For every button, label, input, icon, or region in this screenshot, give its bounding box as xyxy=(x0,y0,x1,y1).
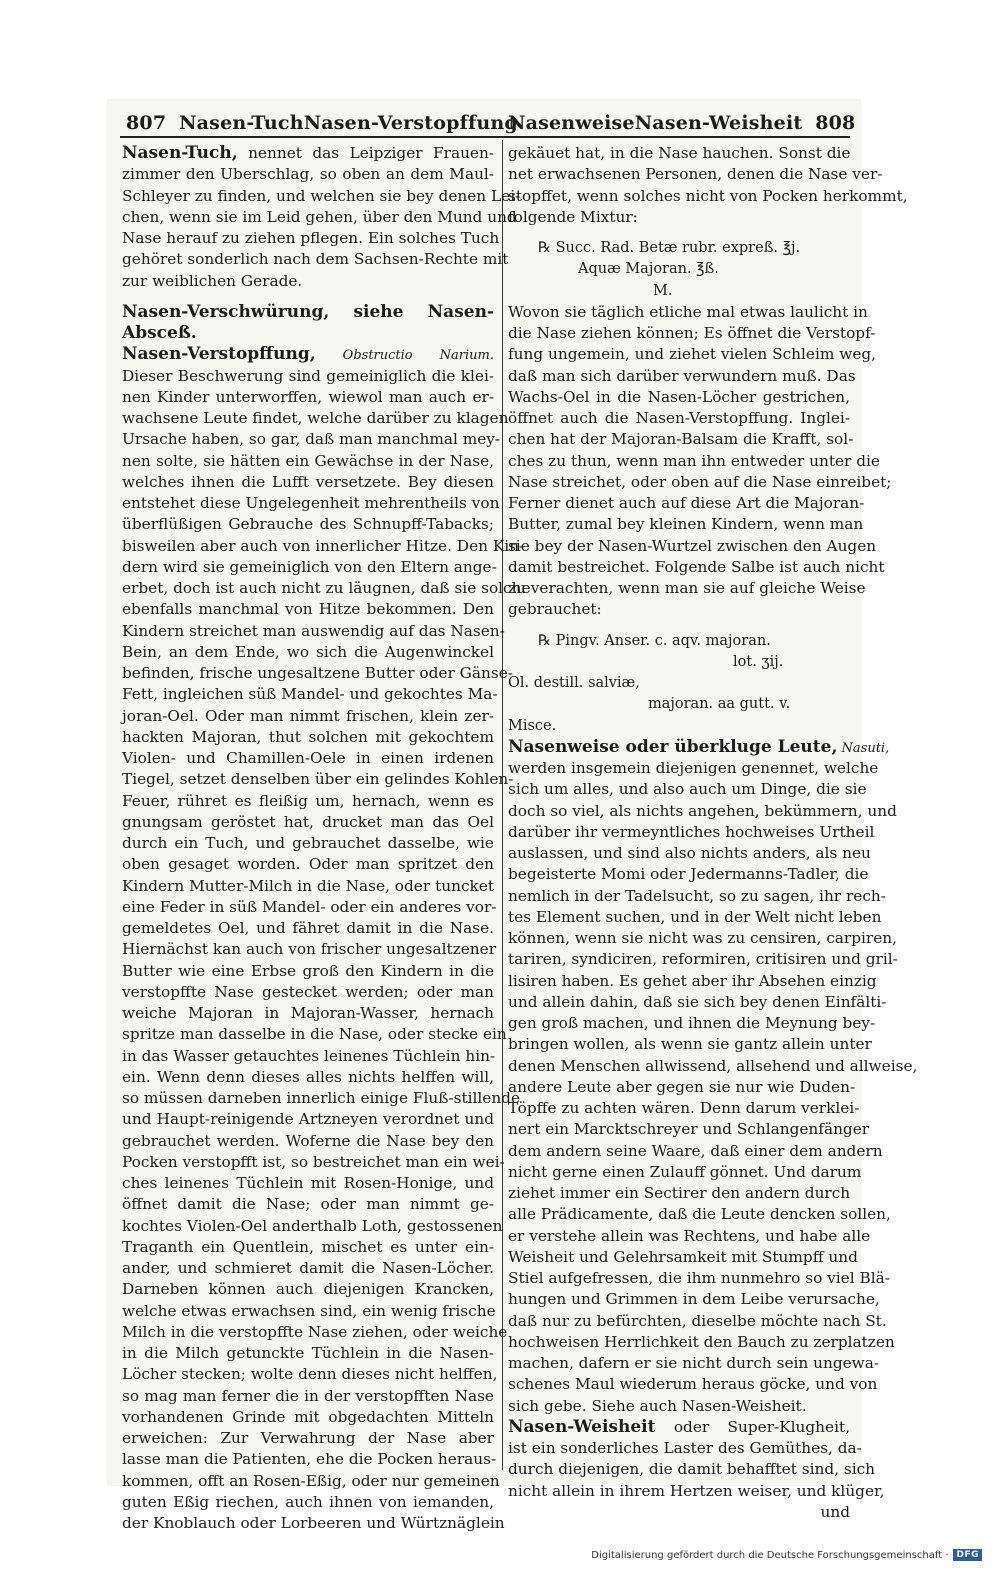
text-line: gekäuet hat, in die Nase hauchen. Sonst die xyxy=(508,144,851,162)
text-line: denen Menschen allwissend, allsehend und allweise, xyxy=(508,1056,918,1075)
text-line: ist ein sonderliches Laster des Gemüthes, da- xyxy=(508,1439,862,1457)
text-line: Hiernächst kan auch von frischer ungesaltzener xyxy=(122,940,497,959)
text-line: nen solte, sie hätten ein Gewächse in der Nase, xyxy=(122,451,494,470)
text-line: bringen wollen, als wenn sie gantz allein unter xyxy=(508,1035,872,1054)
text-line: darüber ihr vermeyntliches hochweises Urtheil xyxy=(508,822,875,841)
text-line: nicht allein in ihrem Hertzen weiser, und klüger, xyxy=(508,1481,885,1500)
text-line: und Haupt-reinigende Artzneyen verordnet und xyxy=(122,1110,494,1129)
paragraph-spacer xyxy=(122,292,494,302)
text-line: durch ein Tuch, und gebrauchet dasselbe, wie xyxy=(122,834,494,852)
dfg-logo: DFG xyxy=(953,1549,982,1561)
text-line: hochweisen Herrlichkeit den Bauch zu zerplatzen xyxy=(508,1332,895,1351)
text-line: daß man sich darüber verwundern muß. Das xyxy=(508,366,856,385)
text-line: oben gesaget worden. Oder man spritzet den xyxy=(122,855,494,874)
text-line: dem andern seine Waare, daß einer dem andern xyxy=(508,1141,883,1160)
text-line: damit bestreichet. Folgende Salbe ist auch nicht xyxy=(508,557,885,576)
header-term-left-1: Nasen-Tuch xyxy=(179,112,304,134)
text-line: schenes Maul wiederum heraus göcke, und von xyxy=(508,1375,878,1394)
headword: Nasen-Verstopffung, xyxy=(122,344,316,365)
text-line: sie bey der Nasen-Wurtzel zwischen den Augen xyxy=(508,536,877,555)
header-term-right-1: Nasenweise xyxy=(508,112,635,134)
running-header-right xyxy=(508,112,856,134)
text-line: befinden, frische ungesaltzene Butter oder Gänse- xyxy=(122,664,513,682)
header-term-left-2: Nasen-Verstopffung xyxy=(303,112,518,134)
text-line: net erwachsenen Personen, denen die Nase ver- xyxy=(508,165,883,184)
text-line: daß nur zu befürchten, dieselbe möchte nach St. xyxy=(508,1311,887,1330)
text-line: Dieser Beschwerung sind gemeiniglich die klei- xyxy=(122,366,494,385)
text-line: die Nase ziehen können; Es öffnet die Verstopf- xyxy=(508,324,876,342)
text-line: andere Leute aber gegen sie nur wie Duden- xyxy=(508,1077,856,1096)
text-line: erweichen: Zur Verwahrung der Nase aber xyxy=(122,1429,494,1447)
text-line: Ferner dienet auch auf diese Art die Majoran- xyxy=(508,494,865,512)
entry-headword-line: Nasen-Tuch, nennet das Leipziger Frauen- xyxy=(122,143,494,163)
header-rule xyxy=(120,136,850,138)
text-line: in das Wasser getauchtes leinenes Tüchlein hin- xyxy=(122,1046,496,1065)
text-line: auslassen, und sind also nichts anders, als neu xyxy=(508,844,871,862)
text-line: Darneben können auch diejenigen Krancken, xyxy=(122,1280,494,1299)
text-line: dern wird sie gemeiniglich von den Eltern ange- xyxy=(122,557,497,576)
text-line: folgende Mixtur: xyxy=(508,207,638,226)
footer-credit xyxy=(591,1549,982,1561)
recipe-line: ℞ Pingv. Anser. c. aqv. majoran. xyxy=(538,632,771,649)
text-line: Milch in die verstopffte Nase ziehen, oder weiche xyxy=(122,1322,508,1341)
entry-headword-line xyxy=(508,736,890,758)
header-term-right-2: Nasen-Weisheit xyxy=(634,112,803,134)
text-line: nicht gerne einen Zulauff gönnet. Und darum xyxy=(508,1162,862,1181)
text-line: chen, wenn sie im Leid gehen, über den Mund und xyxy=(122,207,517,226)
text-line: Kindern streichet man auswendig auf das Nasen- xyxy=(122,621,505,640)
text-line: überflüßigen Gebrauche des Schnupff-Tabacks; xyxy=(122,515,494,534)
headword: Nasen-Tuch, xyxy=(122,143,238,163)
text-line: der Knoblauch oder Lorbeeren und Würtznäglein xyxy=(122,1514,505,1532)
text-line: zu verachten, wenn man sie auf gleiche Weise xyxy=(508,579,866,597)
text-line: Nase streichet, oder oben auf die Nase einreibet; xyxy=(508,472,892,491)
text-line: hackten Majoran, thut solchen mit gekochtem xyxy=(122,727,494,746)
paragraph-spacer xyxy=(508,228,850,238)
text-line: spritze man dasselbe in die Nase, oder stecke ein xyxy=(122,1025,507,1044)
text-line: welches ihnen die Lufft versetzete. Bey diesen xyxy=(122,472,494,491)
recipe-line: M. xyxy=(653,282,673,299)
text-line: werden insgemein diejenigen genennet, welche xyxy=(508,759,879,777)
text-line: sich gebe. Siehe auch Nasen-Weisheit. xyxy=(508,1396,807,1415)
text-line: Weisheit und Gelehrsamkeit mit Stumpff und xyxy=(508,1247,858,1266)
text-line: gen groß machen, und ihnen die Meynung bey- xyxy=(508,1014,876,1032)
text-line: nen Kinder unterworffen, wiewol man auch er- xyxy=(122,387,494,406)
text-line: gebrauchet: xyxy=(508,600,602,619)
text-line: Töpffe zu achten wären. Denn darum verklei- xyxy=(508,1099,860,1117)
text-line: öffnet damit die Nase; oder man nimmt ge- xyxy=(122,1195,494,1214)
text-line: eine Feder in süß Mandel- oder ein anderes vor- xyxy=(122,897,497,916)
text-line: zur weiblichen Gerade. xyxy=(122,271,303,290)
text-line: vorhandenen Grinde mit obgedachten Mitteln xyxy=(122,1407,494,1426)
text-line: ein. Wenn denn dieses alles nichts helffen will, xyxy=(122,1067,494,1086)
text-line: Stiel aufgefressen, die ihm nunmehro so viel Blä- xyxy=(508,1269,890,1287)
text-line: Butter wie eine Erbse groß den Kindern in die xyxy=(122,961,494,980)
text-line: kommen, offt an Rosen-Eßig, oder nur gemeinen xyxy=(122,1471,500,1490)
text-line: stopffet, wenn solches nicht von Pocken herkommt, xyxy=(508,186,908,205)
recipe-line: lot. ʒij. xyxy=(733,653,784,670)
page-number-left: 807 xyxy=(126,112,167,134)
latin-term: Obstructio Narium. xyxy=(315,348,494,364)
text-line: gemeldetes Oel, und fähret damit in die Nase. xyxy=(122,919,494,937)
left-column xyxy=(122,143,531,1534)
text-line: Löcher stecken; wolte denn dieses nicht helffen, xyxy=(122,1365,498,1384)
text-line: nemlich in der Tadelsucht, so zu sagen, ihr rech- xyxy=(508,886,886,905)
recipe-line: Misce. xyxy=(508,717,557,734)
text-line: lasse man die Patienten, ehe die Pocken heraus- xyxy=(122,1450,497,1469)
text-line: tariren, syndiciren, reformiren, critisiren und gril- xyxy=(508,950,898,969)
text-line: wachsene Leute findet, welche darüber zu klagen xyxy=(122,409,509,427)
text-line: ander, und schmieret damit die Nasen-Löcher. xyxy=(122,1259,494,1277)
text-line: erbet, doch ist auch nicht zu läugnen, daß sie solche xyxy=(122,579,531,597)
text-line: bisweilen aber auch von innerlicher Hitze. Den Kin- xyxy=(122,536,525,555)
text-line: Butter, zumal bey kleinen Kindern, wenn man xyxy=(508,515,864,534)
text-line: Absceß. xyxy=(122,323,197,343)
text-line: Nasen-Verschwürung, siehe Nasen- xyxy=(122,301,494,322)
text-line: kochtes Violen-Oel anderthalb Loth, gestossenen xyxy=(122,1216,503,1235)
footer-text: Digitalisierung gefördert durch die Deutsche Forschungsgemeinschaft · xyxy=(591,1549,949,1561)
text-line: chen hat der Majoran-Balsam die Krafft, sol- xyxy=(508,430,854,449)
headword: Nasenweise oder überkluge Leute, xyxy=(508,736,838,757)
text-line: weiche Majoran in Majoran-Wasser, hernach xyxy=(122,1004,494,1022)
paragraph-spacer xyxy=(508,621,850,631)
text-line: doch so viel, als nichts angehen, bekümmern, und xyxy=(508,801,897,820)
text-line: zimmer den Uberschlag, so oben an dem Maul- xyxy=(122,165,494,184)
text-line: Violen- und Chamillen-Oele in einen irdenen xyxy=(122,749,494,767)
text-line: Ursache haben, so gar, daß man manchmal mey- xyxy=(122,430,501,449)
text-line: Tiegel, setzet denselben über ein gelindes Kohlen- xyxy=(122,770,514,789)
text-line: hungen und Grimmen in dem Leibe verursache, xyxy=(508,1290,880,1309)
text-line: Bein, an dem Ende, wo sich die Augenwinckel xyxy=(122,642,494,661)
text-line: ebenfalls manchmal von Hitze bekommen. Den xyxy=(122,600,494,619)
text-line: gnungsam geröstet hat, drucket man das Oel xyxy=(122,812,494,831)
text-line: gebrauchet werden. Woferne die Nase bey den xyxy=(122,1131,494,1150)
text-line: sich um alles, und also auch um Dinge, die sie xyxy=(508,780,867,799)
text-line: gehöret sonderlich nach dem Sachsen-Rechte mit xyxy=(122,250,509,269)
running-header-left xyxy=(120,112,518,134)
catchword: und xyxy=(820,1502,850,1521)
text-line: fung ungemein, und ziehet vielen Schleim weg, xyxy=(508,345,877,364)
text-line: ches leinenes Tüchlein mit Rosen-Honige, und xyxy=(122,1174,494,1192)
text-line: guten Eßig riechen, auch ihnen von iemanden, xyxy=(122,1492,494,1511)
text-line: welche etwas erwachsen sind, ein wenig frische xyxy=(122,1301,496,1320)
text-line: so mag man ferner die in der verstopfften Nase xyxy=(122,1386,494,1405)
recipe-line: majoran. aa gutt. v. xyxy=(648,696,791,713)
text-line: verstopffte Nase gestecket werden; oder man xyxy=(122,982,494,1001)
recipe-line: Ol. destill. salviæ, xyxy=(508,675,640,691)
text-line: Feuer, rühret es fleißig um, hernach, wenn es xyxy=(122,791,494,810)
text-line: können, wenn sie nicht was zu censiren, carpiren, xyxy=(508,929,897,947)
text-line: lisiren haben. Es gehet aber ihr Absehen einzig xyxy=(508,971,877,990)
text-line: ziehet immer ein Sectirer den andern durch xyxy=(508,1184,851,1202)
text-line: entstehet diese Ungelegenheit mehrentheils von xyxy=(122,494,500,512)
text-line: durch diejenigen, die damit behafftet sind, sich xyxy=(508,1460,876,1479)
entry-headword-line: Nasen-Weisheit oder Super-Klugheit, xyxy=(508,1416,850,1437)
text-line: alle Prädicamente, daß die Leute dencken sollen, xyxy=(508,1205,891,1224)
text-line: Nase herauf zu ziehen pflegen. Ein solches Tuch xyxy=(122,229,500,247)
text-line: Fett, ingleichen süß Mandel- und gekochtes Ma- xyxy=(122,685,498,704)
text-line: begeisterte Momi oder Jedermanns-Tadler, die xyxy=(508,865,869,884)
text-line: tes Element suchen, und in der Welt nicht leben xyxy=(508,907,882,926)
headword: Nasen-Weisheit xyxy=(508,1416,656,1437)
right-column xyxy=(508,143,918,1523)
column-divider xyxy=(502,140,503,1470)
text-line: so müssen darneben innerlich einige Fluß-stillende xyxy=(122,1089,521,1107)
text-line: Traganth ein Quentlein, mischet es unter ein- xyxy=(122,1237,494,1256)
text-line: Schleyer zu finden, und welchen sie bey denen Lei- xyxy=(122,186,521,205)
text-line: Kindern Mutter-Milch in die Nase, oder tuncket xyxy=(122,876,494,895)
recipe-line: ℞ Succ. Rad. Betæ rubr. expreß. ℥j. xyxy=(538,240,801,256)
page-number-right: 808 xyxy=(815,112,856,134)
latin-term: Nasuti, xyxy=(837,740,890,756)
text-line: er verstehe allein was Rechtens, und habe alle xyxy=(508,1226,871,1245)
text-line: Wachs-Oel in die Nasen-Löcher gestrichen, xyxy=(508,387,850,406)
text-line: joran-Oel. Oder man nimmt frischen, klein zer- xyxy=(122,706,494,725)
entry-headword-line xyxy=(122,344,494,365)
text-line: in die Milch getunckte Tüchlein in die Nasen- xyxy=(122,1344,494,1362)
text-line: nert ein Marcktschreyer und Schlangenfänger xyxy=(508,1120,870,1139)
text-line: ches zu thun, wenn man ihn entweder unter die xyxy=(508,451,880,470)
text-line: und allein dahin, daß sie sich bey denen Einfälti- xyxy=(508,992,887,1011)
text-line: Wovon sie täglich etliche mal etwas laulicht in xyxy=(508,302,868,321)
text-line: Pocken verstopfft ist, so bestreichet man ein wei- xyxy=(122,1152,505,1171)
text-line: machen, dafern er sie nicht durch sein ungewa- xyxy=(508,1354,880,1372)
recipe-line: Aquæ Majoran. ℥ß. xyxy=(578,261,719,278)
text-line: öffnet auch die Nasen-Verstopffung. Inglei- xyxy=(508,409,850,427)
